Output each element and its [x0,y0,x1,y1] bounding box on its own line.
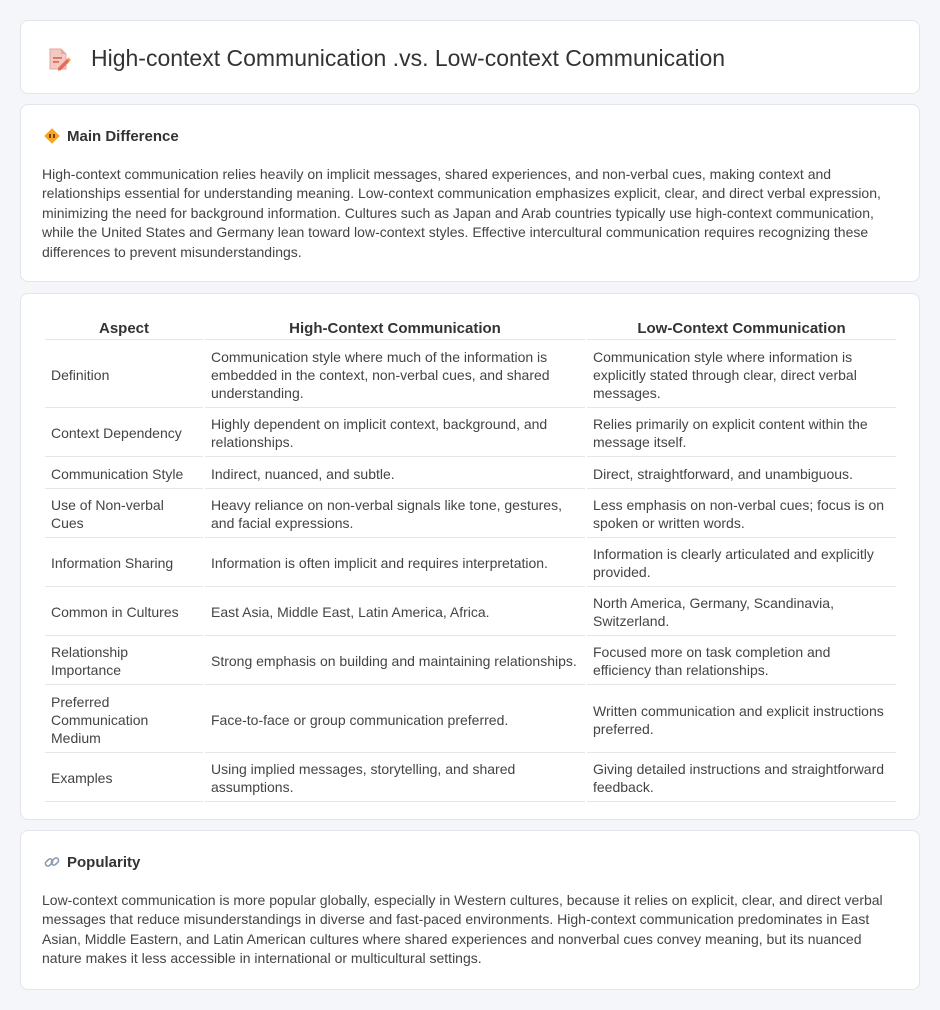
high-context-cell: Indirect, nuanced, and subtle. [205,459,585,489]
title-row [45,45,725,72]
aspect-cell: Relationship Importance [45,638,203,685]
column-header-aspect: Aspect [45,318,203,340]
aspect-cell: Context Dependency [45,410,203,457]
high-context-cell: Strong emphasis on building and maintaining relationships. [205,638,585,685]
document-edit-icon [45,46,71,72]
aspect-cell: Preferred Communication Medium [45,687,203,753]
comparison-table [43,316,898,804]
high-context-cell: Communication style where much of the information is embedded in the context, non-verbal cues, and shared understanding. [205,342,585,408]
low-context-cell: North America, Germany, Scandinavia, Switzerland. [587,589,896,636]
low-context-cell: Information is clearly articulated and explicitly provided. [587,540,896,587]
table-row [45,410,896,457]
low-context-cell: Relies primarily on explicit content within the message itself. [587,410,896,457]
column-header-low-context: Low-Context Communication [587,318,896,340]
table-header-row [45,318,896,340]
main-difference-text: High-context communication relies heavily on implicit messages, shared experiences, and non-verbal cues, making context and relationships essential for understanding meaning. Low-context communication emphasizes explicit, clear, and direct verbal expression, minimizing the need for background information. Cultures such as Japan and Arab countries typically use high-context communication, while the United States and Germany lean toward low-context styles. Effective intercultural communication requires recognizing these differences to prevent misunderstandings. [42,166,881,260]
table-row [45,342,896,408]
main-difference-heading: Main Difference [67,127,179,145]
header-card [20,20,920,94]
aspect-cell: Examples [45,755,203,802]
column-header-high-context: High-Context Communication [205,318,585,340]
diamond-badge-icon [43,127,61,145]
page-title: High-context Communication .vs. Low-context Communication [91,45,726,71]
low-context-cell: Communication style where information is explicitly stated through clear, direct verbal messages. [587,342,896,408]
high-context-cell: Heavy reliance on non-verbal signals like tone, gestures, and facial expressions. [205,491,585,538]
popularity-text: Low-context communication is more popular globally, especially in Western cultures, because it relies on explicit, clear, and direct verbal messages that reduce misunderstandings in diverse and fast-paced environments. High-context communication predominates in East Asian, Middle Eastern, and Latin American cultures where shared experiences and nonverbal cues convey meaning, but its nuanced nature makes it less accessible in international or multicultural settings. [42,892,883,967]
main-difference-heading-row [43,127,179,145]
table-row [45,491,896,538]
popularity-heading-row [43,853,140,871]
aspect-cell: Information Sharing [45,540,203,587]
popularity-heading: Popularity [67,853,141,871]
comparison-card [20,293,920,820]
low-context-cell: Written communication and explicit instructions preferred. [587,687,896,753]
aspect-cell: Communication Style [45,459,203,489]
low-context-cell: Direct, straightforward, and unambiguous. [587,459,896,489]
table-row [45,459,896,489]
high-context-cell: Using implied messages, storytelling, and shared assumptions. [205,755,585,802]
low-context-cell: Focused more on task completion and efficiency than relationships. [587,638,896,685]
high-context-cell: East Asia, Middle East, Latin America, Africa. [205,589,585,636]
table-row [45,540,896,587]
high-context-cell: Face-to-face or group communication preferred. [205,687,585,753]
table-row [45,589,896,636]
aspect-cell: Use of Non-verbal Cues [45,491,203,538]
link-icon [43,853,61,871]
main-difference-card [20,104,920,282]
high-context-cell: Information is often implicit and requires interpretation. [205,540,585,587]
table-row [45,687,896,753]
high-context-cell: Highly dependent on implicit context, background, and relationships. [205,410,585,457]
table-row [45,755,896,802]
aspect-cell: Definition [45,342,203,408]
low-context-cell: Less emphasis on non-verbal cues; focus is on spoken or written words. [587,491,896,538]
aspect-cell: Common in Cultures [45,589,203,636]
low-context-cell: Giving detailed instructions and straightforward feedback. [587,755,896,802]
table-row [45,638,896,685]
popularity-card [20,830,920,990]
